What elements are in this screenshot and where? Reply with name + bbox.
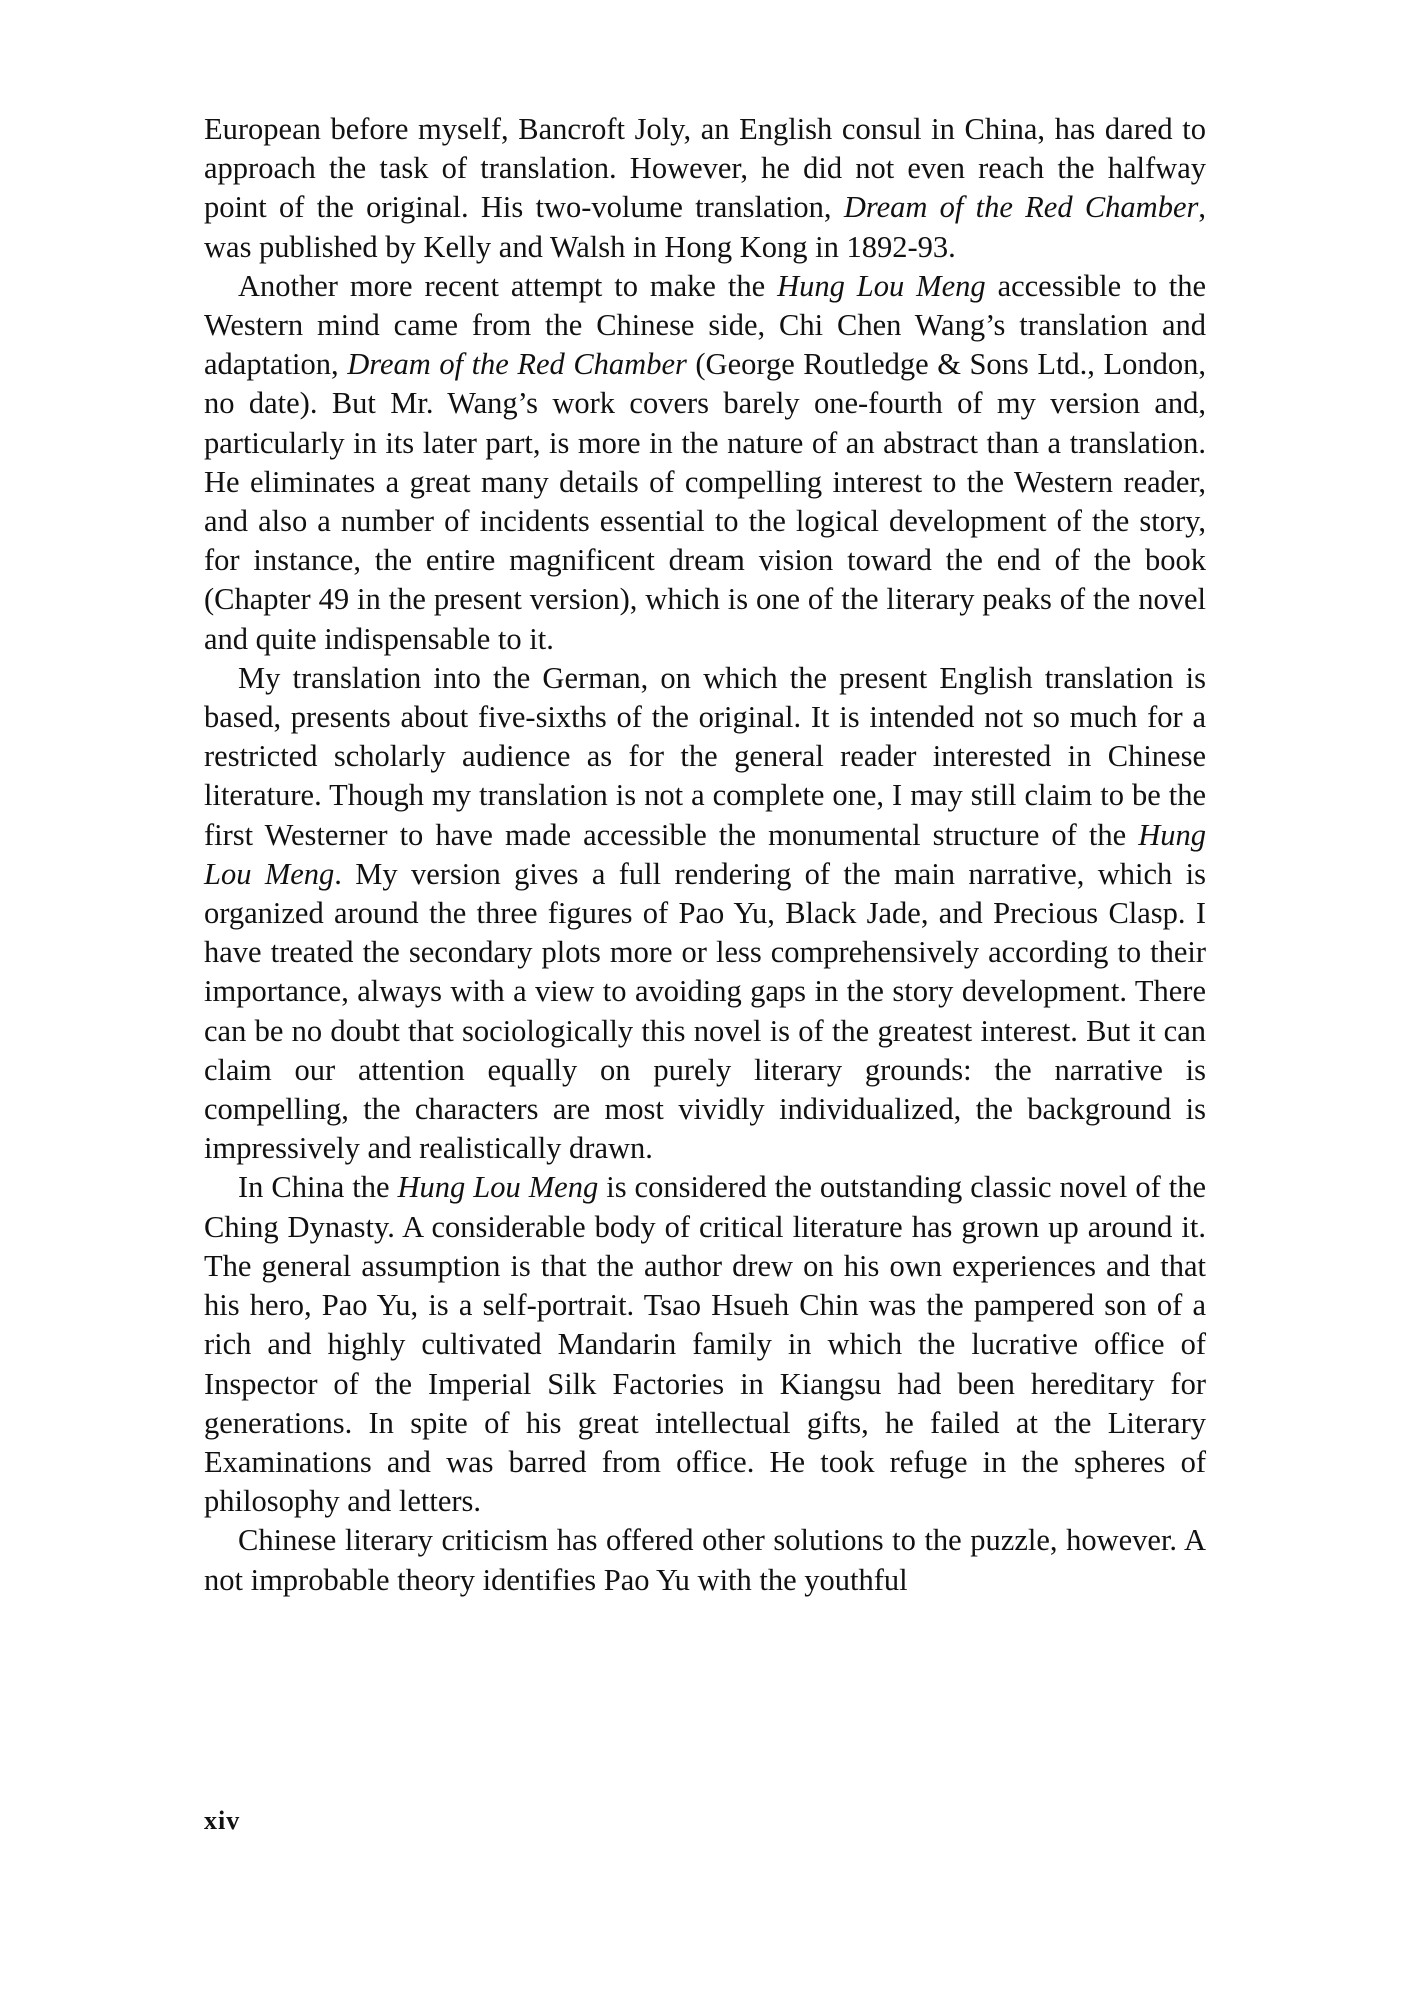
italic-title: Hung Lou Meng <box>204 817 1206 891</box>
italic-title: Dream of the Red Chamber <box>347 347 687 382</box>
italic-title: Hung Lou Meng <box>397 1170 599 1205</box>
text-run: In China the <box>238 1170 398 1205</box>
paragraph-3 <box>204 659 1206 1169</box>
text-run: , was published by Kelly and Walsh in Hong Kong in 1892-93. <box>204 190 1206 264</box>
paragraph-5 <box>204 1521 1206 1599</box>
paragraph-1 <box>204 110 1206 267</box>
text-run: European before myself, Bancroft Joly, an English consul in China, has dared to approach the task of translation. However, he did not even reach the halfway point of the original. His two-volume translation, <box>204 112 1206 225</box>
body-text <box>204 110 1206 1600</box>
italic-title: Hung Lou Meng <box>777 268 986 303</box>
page-number: xiv <box>204 1806 241 1835</box>
italic-title: Dream of the Red Chamber <box>843 190 1199 225</box>
paragraph-2 <box>204 267 1206 659</box>
text-run: accessible to the Western mind came from the Chinese side, Chi Chen Wang’s translation and adaptation, <box>204 268 1207 382</box>
text-run: is considered the outstanding classic novel of the Ching Dynasty. A considerable body of critical literature has grown up around it. The general assumption is that the author drew on his own experiences and that his hero, Pao Yu, is a self-portrait. Tsao Hsueh Chin was the pampered son of a rich and highly cultivated Mandarin family in which the lucrative office of Inspector of the Imperial Silk Factories in Kiangsu had been hereditary for generations. In spite of his great intellectual gifts, he failed at the Literary Examinations and was barred from office. He took refuge in the spheres of philosophy and letters. <box>204 1170 1206 1519</box>
text-run: . My version gives a full rendering of the main narrative, which is organized around the three figures of Pao Yu, Black Jade, and Precious Clasp. I have treated the secondary plots more or less comprehensively according to their importance, always with a view to avoiding gaps in the story development. There can be no doubt that sociologically this novel is of the greatest interest. But it can claim our attention equally on purely literary grounds: the narrative is compelling, the characters are most vividly individualized, the background is impressively and realistically drawn. <box>204 856 1206 1166</box>
text-run: My translation into the German, on which the present English translation is based, presents about five-sixths of the original. It is intended not so much for a restricted scholarly audience as for the general reader interested in Chinese literature. Though my translation is not a complete one, I may still claim to be the first Westerner to have made accessible the monumental structure of the <box>204 660 1206 852</box>
text-run: Chinese literary criticism has offered other solutions to the puzzle, however. A not improbable theory identifies Pao Yu with the youthful <box>204 1523 1206 1597</box>
text-run: (George Routledge & Sons Ltd., London, no date). But Mr. Wang’s work covers barely one-fourth of my version and, particularly in its later part, is more in the nature of an abstract than a translation. He eliminates a great many details of compelling interest to the Western reader, and also a number of incidents essential to the logical development of the story, for instance, the entire magnificent dream vision toward the end of the book (Chapter 49 in the present version), which is one of the literary peaks of the novel and quite indispensable to it. <box>204 347 1206 656</box>
paragraph-4 <box>204 1168 1206 1521</box>
text-run: Another more recent attempt to make the <box>238 268 778 303</box>
